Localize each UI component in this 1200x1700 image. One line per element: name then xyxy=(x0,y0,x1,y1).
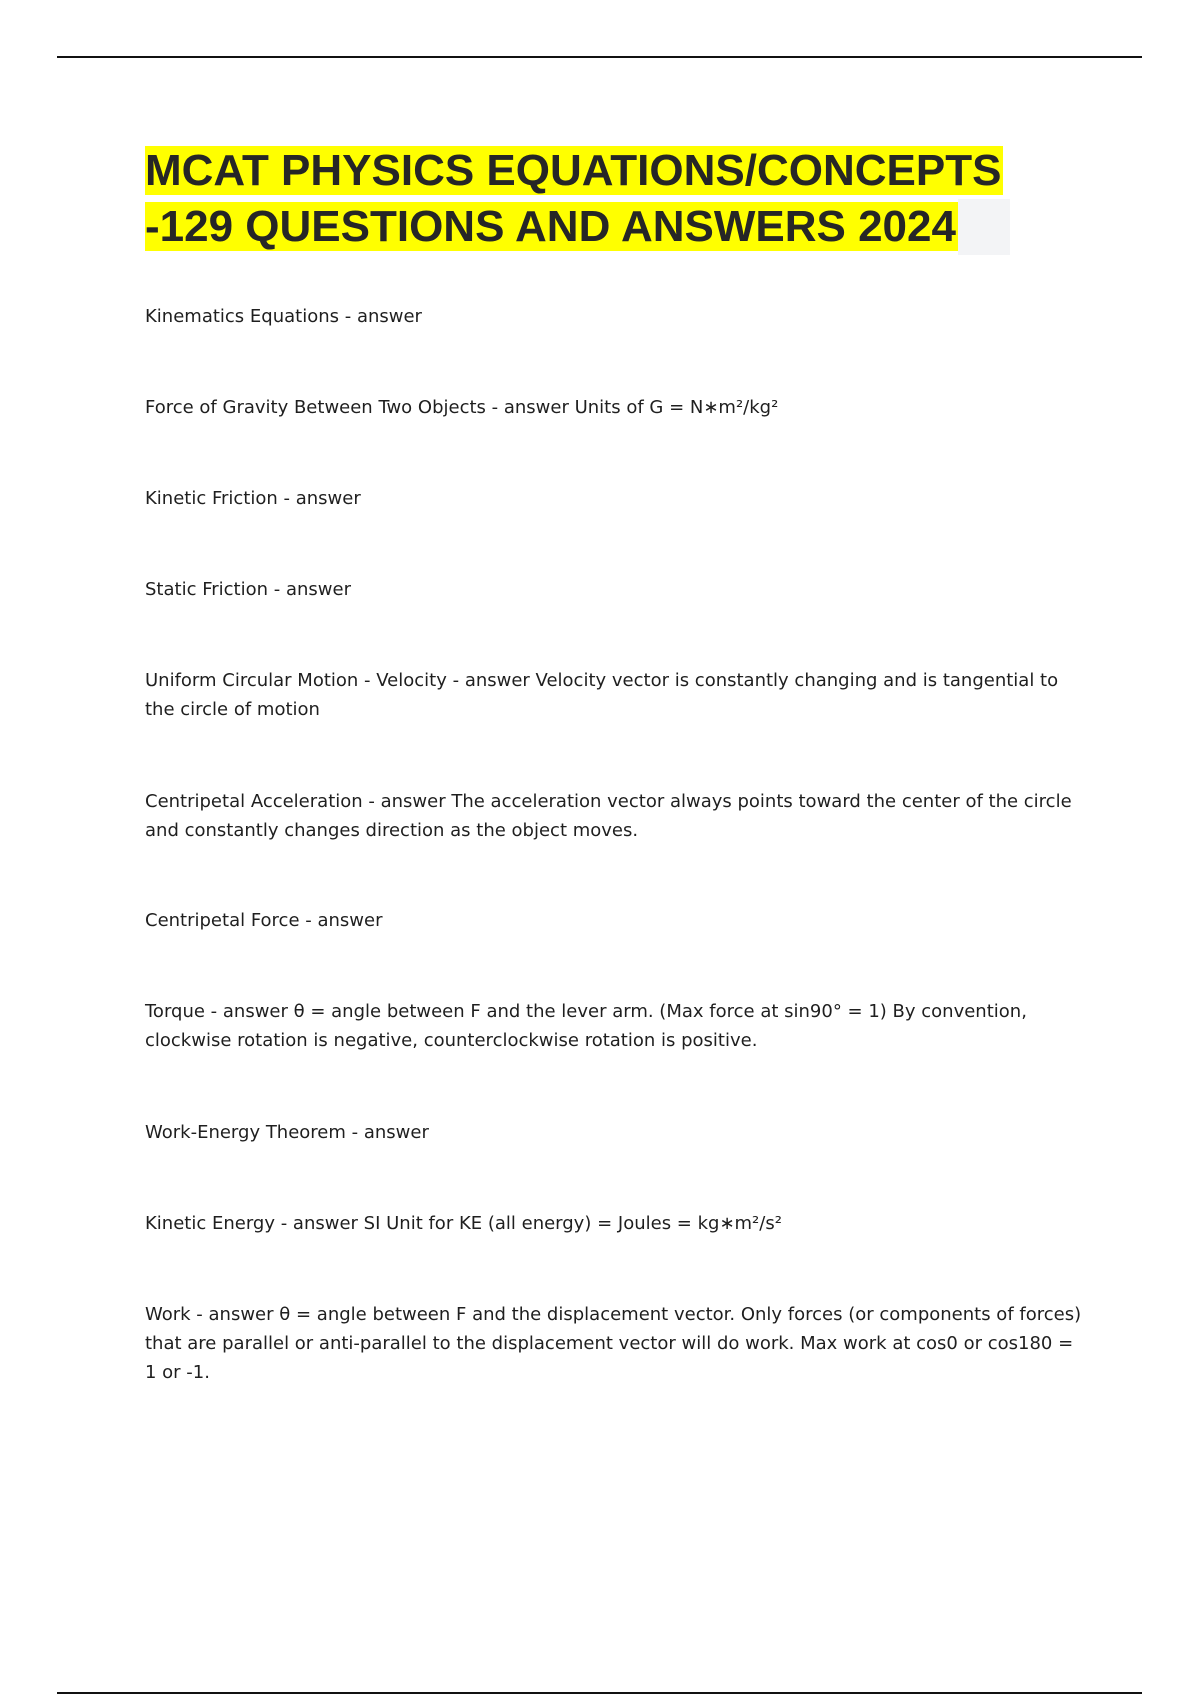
qa-item-torque: Torque - answer θ = angle between F and the lever arm. (Max force at sin90° = 1) By convention, clockwise rotation is negative, counterclockwise rotation is positive. xyxy=(145,1001,1027,1051)
qa-item-static-friction: Static Friction - answer xyxy=(145,579,351,600)
top-divider xyxy=(57,56,1142,58)
qa-item-kinetic-friction: Kinetic Friction - answer xyxy=(145,488,361,509)
qa-item-centripetal-force: Centripetal Force - answer xyxy=(145,910,383,931)
qa-item-work-energy: Work-Energy Theorem - answer xyxy=(145,1122,429,1143)
bottom-divider xyxy=(57,1692,1142,1694)
qa-item-kinematics: Kinematics Equations - answer xyxy=(145,306,422,327)
qa-item-work: Work - answer θ = angle between F and the displacement vector. Only forces (or components of forces) that are parallel or anti-parallel to the displacement vector will do work. Max work at cos0 or cos180 = 1 or -1. xyxy=(145,1304,1082,1383)
qa-item-centripetal-acceleration: Centripetal Acceleration - answer The acceleration vector always points toward the center of the circle and constantly changes direction as the object moves. xyxy=(145,791,1072,841)
qa-item-kinetic-energy: Kinetic Energy - answer SI Unit for KE (all energy) = Joules = kg∗m²/s² xyxy=(145,1213,782,1234)
document-title xyxy=(145,143,1090,255)
qa-item-circular-motion: Uniform Circular Motion - Velocity - answer Velocity vector is constantly changing and is tangential to the circle of motion xyxy=(145,670,1059,720)
title-highlight-tail xyxy=(958,199,1010,255)
title-line-2: -129 QUESTIONS AND ANSWERS 2024 xyxy=(145,199,1090,255)
title-line-1: MCAT PHYSICS EQUATIONS/CONCEPTS xyxy=(145,146,1002,195)
qa-item-gravity: Force of Gravity Between Two Objects - answer Units of G = N∗m²/kg² xyxy=(145,397,779,418)
